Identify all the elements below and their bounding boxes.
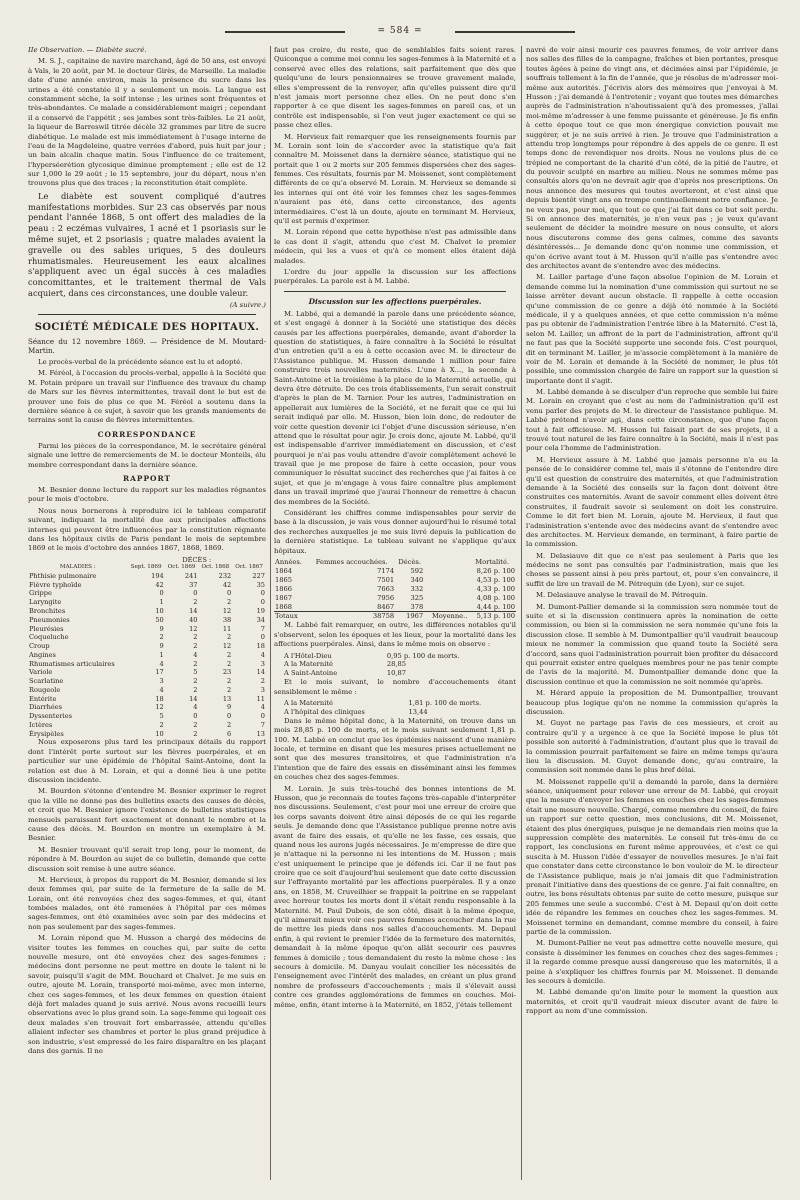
death-count: 35 [256, 580, 265, 589]
death-count: 2 [227, 685, 232, 694]
hospital-mortality: 28,85 [386, 660, 407, 669]
disease-name: Fièvre typhoïde [29, 580, 82, 589]
death-count: 4 [159, 659, 164, 668]
childbirth-stats-table [274, 558, 516, 621]
mortality-table [28, 556, 266, 739]
death-count: 23 [222, 668, 232, 677]
page-number: = 584 = [377, 26, 423, 36]
stat-header: Décès. [398, 557, 421, 566]
death-count: 3 [260, 685, 265, 694]
disease-name: Coqueluche [29, 633, 69, 642]
guyot-paragraph: M. Guyot ne partage pas l'avis de ces messieurs, et croit au contraire qu'il y a urgence à ce que la Société impose le plus tôt possible son autorité à l'administration, d'autant plus que le travail de la commission pourrait parfaitement se faire en même temps qu'aura lieu la discussion. M. Guyot demande donc, qu'au contraire, la commission soit nommée dans le plus bref délai. [526, 719, 778, 775]
table-row [28, 660, 266, 669]
table-row [28, 642, 266, 651]
lorain-continued: navré de voir ainsi mourir ces pauvres femmes, de voir arriver dans nos salles des filles de la campagne, fraîches et bien portantes, presque toutes âgées à peine de vingt ans, et décimées ainsi par l'épidémie, je souffrais tellement à la fin de l'année, que je résolus de m'adresser moi-même aux autorités. J'écrivis alors des mémoires que j'envoyai à M. Husson ; j'ai demandé à l'entretenir ; voyant que toutes mes démarches auprès de l'administration n'aboutissaient qu'à des promesses, j'allai moi-même m'adresser à une femme puissante et généreuse. Je fis enfin à cette époque tout ce que mon énergique conviction pouvait me suggérer, et je ne suis arrivé à rien. Je trouve que l'administration a attendu trop longtemps pour répondre à des appels de ce genre. Il est temps donc de revendiquer nos droits. Nous ne voulons plus de ce trépied ne comportant de la charité d'un côté, de la pitié de l'autre, et du pouvoir sculpté en marbre au milieu. Nous ne sommes même pas consultés alors qu'on ne devrait agir que d'après nos prescriptions. On nous annonce des mesures qui toutes avorteront, et c'est ainsi que depuis bientôt vingt ans on trompe continuellement notre confiance. Je ne veux pas, pour moi, que tout ce que j'ai fait dans ce but soit perdu. Si on annonce des maternités, je n'en veux pas ; je veux qu'avant seulement de décider la moindre mesure on nous consulte, et alors nous discuterons comme des gens calmes, comme des savants désintéressés... Je demande donc qu'on nomme une commission, et qu'on écrive avant tout à M. Husson qu'il n'aille pas s'entendre avec des architectes avant de s'entendre avec des médecins. [526, 46, 778, 270]
year-header: Oct. 1867 [235, 564, 263, 571]
table-row [28, 695, 266, 704]
death-count: 227 [252, 571, 265, 580]
death-count: 42 [155, 580, 164, 589]
death-count: 12 [155, 703, 164, 712]
death-count: 50 [155, 615, 164, 624]
hospital-name: A la Maternité [284, 699, 333, 707]
death-count: 4 [193, 703, 198, 712]
death-count: 37 [189, 580, 198, 589]
table-row [274, 699, 516, 708]
disease-name: Bronchites [29, 606, 66, 615]
stat-deaths: 325 [410, 593, 424, 602]
stat-header: Femmes accouchées. [315, 557, 388, 566]
et-le-paragraph: Et le mois suivant, le nombre d'accouchements étant sensiblement le même : [274, 678, 516, 696]
dumontpallier-paragraph: M. Dumont-Pallier demande si la commission sera nommée tout de suite et si la discussion continuera après la nomination de cette commission, ou bien si la commission ne sera nommée qu'une fois la discussion close. Il semble à M. Dumontpallier qu'il vaudrait beaucoup mieux ne nommer la commission que quand toute la Société sera d'accord, sans quoi l'administration pourrait bien profiter du désaccord qui pourrait exister entre quelques membres pour ne pas tenir compte de l'avis de la majorité. M. Dumontpallier demande donc que la discussion continue et que la commission ne soit nommée qu'après. [526, 602, 778, 686]
death-count: 5 [159, 712, 164, 721]
hospital-mortality: 1,81 p. 100 de morts. [408, 699, 482, 707]
correspondance-text: Parmi les pièces de la correspondance, M. le secrétaire général signale une lettre de remerciements de M. le docteur Monteils, élu membre correspondant dans la dernière séance. [28, 441, 266, 469]
death-count: 9 [227, 703, 232, 712]
disease-name: Rhumatismes articulaires [29, 659, 115, 668]
death-count: 12 [222, 606, 232, 615]
hospital-name: A Saint-Antoine [284, 669, 338, 678]
table-row [274, 603, 516, 612]
stat-births: 7663 [377, 584, 395, 593]
table-row [28, 677, 266, 686]
death-count: 2 [193, 659, 198, 668]
stat-births: 7174 [377, 566, 395, 575]
death-count: 5 [193, 668, 198, 677]
stat-mortality: 4,08 p. 100 [476, 593, 515, 602]
stat-spacer [424, 594, 468, 603]
column-3 [526, 46, 778, 1182]
totals-cell: Totaux [275, 612, 298, 621]
death-count: 4 [193, 650, 198, 659]
disease-name: Diarrhées [29, 703, 63, 712]
death-count: 14 [189, 606, 198, 615]
death-count: 9 [159, 624, 164, 633]
death-count: 19 [256, 606, 265, 615]
rapport-text: M. Besnier donne lecture du rapport sur les maladies régnantes pour le mois d'octobre. [28, 485, 266, 504]
death-count: 2 [193, 685, 198, 694]
disease-name: Ictères [29, 720, 53, 729]
table-row [28, 703, 266, 712]
death-count: 1 [159, 650, 164, 659]
death-count: 4 [260, 650, 265, 659]
death-count: 14 [189, 694, 198, 703]
fereol-paragraph: M. Féréol, à l'occasion du procès-verbal, appelle à la Société que M. Potain prépare un travail sur l'influence des travaux du champ de Mars sur les fièvres intermittentes, travail dont le but est de prouver une fois de plus ce que M. Féréol a soutenu dans la dernière séance à ce sujet, à savoir que les grands maniements de terrains sont la cause de fièvres intermittentes. [28, 369, 266, 425]
maladies-header: MALADIES : [59, 564, 96, 571]
death-count: 2 [159, 633, 164, 642]
table-row [28, 598, 266, 607]
death-count: 17 [155, 668, 164, 677]
bourdon-paragraph: M. Bourdon s'étonne d'entendre M. Besnier exprimer le regret que la ville ne donne pas des bulletins exacts des causes de décès, et croit que M. Besnier ignore l'existence de bulletins statistiques mensuels paraissant fort exactement et donnant le nombre et la cause des décès. M. Bourdon en montre un exemplaire à M. Besnier. [28, 787, 266, 843]
death-count: 0 [260, 598, 265, 607]
table-row [274, 567, 516, 576]
hervieux-remark: M. Hervieux fait remarquer que les renseignements fournis par M. Lorain sont loin de s'accorder avec la statistique qu'a fait connaître M. Moissenet dans la dernière séance, statistique qui ne portait que 1 ou 2 morts sur 205 femmes dispersées chez des sages-femmes. Ces résultats, fournis par M. Moissenet, sont complètement différents de ce qu'a observé M. Lorain. M. Hervieux se demande si les internes qui ont été voir les femmes chez les sages-femmes n'auraient pas été, dans cette circonstance, des agents intermédiaires. C'est là un doute, ajoute en terminant M. Hervieux, qu'il est permis d'exprimer. [274, 132, 516, 226]
hospital-name: A la Maternité [284, 660, 333, 669]
hotel-dieu-table [274, 652, 516, 679]
death-count: 2 [227, 633, 232, 642]
hervieux-paragraph: M. Hervieux assure à M. Labbé que jamais personne n'a eu la pensée de le considérer comme tel, mais il s'étonne de l'entendre dire qu'il est question de construire des maternités, et que l'administration demande à la Société des conseils sur la façon dont doivent être construites ces maternités. Avant de savoir comment elles doivent être construites, il faudrait savoir si seulement on doit les construire. Comme le dit fort bien M. Lorain, ajoute M. Hervieux, il faut que l'administration s'entende avec des médecins avant de s'entendre avec des architectes. M. Hervieux demande, en terminant, à faire partie de la commission. [526, 455, 778, 549]
dans-paragraph: Dans le même hôpital donc, à la Maternité, on trouve dans un mois 28,85 p. 100 de morts, et le mois suivant seulement 1,81 p. 100. M. Labbé en conclut que les épidémies naissent d'une manière locale, et termine en disant que les mesures prises actuellement ne sont que des mesures transitoires, et que l'administration n'a l'intention que de faire des essais en disséminant ainsi les femmes en couches chez des sages-femmes. [274, 716, 516, 782]
lorain-speech: M. Lorain. Je suis très-touché des bonnes intentions de M. Husson, que je reconnais de toutes façons très-capable d'interpréter nos discussions. Seulement, c'est pour moi une erreur de croire que les corps savants doivent être ainsi déposés de ce qui les regarde seuls. Je demande donc que l'Assistance publique prenne notre avis avant de faire des essais, et qu'elle ne les fasse, ces essais, que quand nous les aurons jugés nécessaires. Je m'empresse de dire que je n'attaque ni la personne ni les intentions de M. Husson ; mais c'est uniquement le principe que je défends ici. Car il ne faut pas croire que ce soit d'aujourd'hui seulement que date cette discussion sur l'effrayante mortalité par les affections puerpérales. Il y a onze ans, en 1858, M. Cruveilhier se frappait la poitrine en se rappelant avec horreur toutes les morts dont il s'était rendu responsable à la Maternité. M. Paul Dubois, de son côté, disait à la même époque, qu'il aimerait mieux voir ces pauvres femmes accoucher dans la rue de mettre les pieds dans nos salles d'accouchements. M. Depaul enfin, à qui revient le premier l'idée de la fermeture des maternités, demandait à la même époque qu'on allât secourir ces pauvres femmes à domicile ; tous demandaient du reste la même chose : les secours à domicile. M. Danyau voulait concilier les nécessités de l'enseignement avec l'intérêt des malades, en créant un plus grand nombre de professeurs d'accouchements ; mais il s'élevait aussi contre ces grandes agglomérations de femmes en couches. Moi-même, enfin, étant interne à la Maternité, en 1852, j'étais tellement [274, 784, 516, 1009]
table-row [28, 730, 266, 739]
stat-mortality: 4,53 p. 100 [476, 575, 515, 584]
death-count: 4 [260, 703, 265, 712]
death-count: 0 [260, 589, 265, 598]
besnier-paragraph: M. Besnier trouvant qu'il serait trop long, pour le moment, de répondre à M. Bourdon au sujet de ce bulletin, demande que cette discussion soit remise à une autre séance. [28, 845, 266, 873]
fait-paragraph: M. Labbé fait remarquer, en outre, les différences notables qu'il s'observent, selon les époques et les lieux, pour la mortalité dans les affections puerpérales. Ainsi, dans le même mois on observe : [274, 621, 516, 649]
seance-line: Séance du 12 novembre 1869. — Présidence de M. Moutard-Martin. [28, 336, 266, 356]
hospital-mortality: 0,95 p. 100 de morts. [386, 651, 460, 660]
table-row [28, 721, 266, 730]
death-count: 2 [260, 677, 265, 686]
year-header: Sept. 1869 [130, 564, 162, 571]
table-row [274, 708, 516, 717]
death-count: 6 [227, 729, 232, 738]
section-rule [38, 314, 256, 315]
death-count: 3 [159, 677, 164, 686]
death-count: 9 [159, 642, 164, 651]
stat-spacer [424, 567, 468, 576]
disease-name: Rougeole [29, 685, 61, 694]
table-row [274, 576, 516, 585]
disease-name: Scarlatine [29, 677, 64, 686]
death-count: 2 [193, 633, 198, 642]
death-count: 13 [222, 694, 232, 703]
table-row [28, 572, 266, 581]
column-2 [274, 46, 516, 1182]
ordre-du-jour: L'ordre du jour appelle la discussion sur les affections puerpérales. La parole est à M. Labbé. [274, 267, 516, 286]
death-count: 42 [222, 580, 232, 589]
column-divider-2 [521, 46, 522, 1180]
death-count: 2 [227, 598, 232, 607]
table-row [274, 660, 516, 669]
hospital-name: A l'Hôtel-Dieu [284, 651, 332, 660]
death-count: 7 [260, 624, 265, 633]
continued-paragraph: faut pas croire, du reste, que de semblables faits soient rares. Quiconque a comme moi connu les sages-femmes à la Maternité et a conservé avec elles des relations, sait parfaitement que dès que quelqu'une de leurs pensionnaires se trouve gravement malade, elles s'empressent de la renvoyer, afin qu'elles puissent dire qu'il n'est jamais mort personne chez elles. On ne peut donc s'en rapporter à ce que disent les sages-femmes en pareil cas, et un contrôle est indispensable, si l'on veut juger exactement ce qui se passe chez elles. [274, 46, 516, 130]
rapport-title: RAPPORT [123, 473, 171, 483]
table-row [28, 686, 266, 695]
discussion-title: Discussion sur les affections puerpérales. [308, 296, 482, 306]
lorain-reply: M. Lorain répond que cette hypothèse n'est pas admissible dans le cas dont il s'agit, attendu que c'est M. Chalvet le premier médecin, qui les a vues et qu'à ce moment elles étaient déjà malades. [274, 228, 516, 265]
proces-verbal: Le procès-verbal de la précédente séance est lu et adopté. [38, 357, 243, 366]
disease-name: Angines [29, 650, 56, 659]
hospital-mortality: 13,44 [408, 707, 428, 716]
observation-text: M. S. J., capitaine de navire marchand, âgé de 50 ans, est envoyé à Vals, le 20 août, par M. le docteur Girès, de Marseille. La maladie date d'une année environ, mais la présence du sucre dans les urines a été constatée il y a seulement un mois. La langue est constamment sèche, la soif intense ; les urines sont fréquentes et très-abondantes. Ce malade a considérablement maigri ; cependant il a conservé de l'appétit ; ses jambes sont très-faibles. Le 21 août, la liqueur de Barreswil titrée décèle 32 grammes par litre de sucre diabétique. Le malade est mis immédiatement à l'usage interne de l'eau de la Magdeleine, quatre verrées d'abord, puis huit par jour ; un bain alcalin chaque matin. Sous l'influence de ce traitement, l'hyperséerétion glycosique diminue promptement ; elle est de 12 sur 1,000 le 29 août ; le 15 septembre, jour du départ, nous n'en trouvons plus que des traces ; la reconstitution était complète. [28, 57, 266, 188]
table-row [274, 594, 516, 603]
disease-name: Dyssenteries [29, 712, 73, 721]
death-count: 2 [159, 720, 164, 729]
totals-cell: Moyenne.. [431, 612, 468, 621]
totals-cell: 1967 [406, 612, 424, 621]
death-count: 34 [256, 615, 265, 624]
table-row [28, 625, 266, 634]
death-count: 0 [227, 712, 232, 721]
stat-deaths: 340 [410, 575, 424, 584]
table-row [274, 669, 516, 678]
stat-mortality: 8,26 p. 100 [476, 566, 515, 575]
disease-name: Croup [29, 642, 50, 651]
labbe-paragraph: M. Labbé, qui a demandé la parole dans une précédente séance, et s'est engagé à donner à la Société une statistique des décès causés par les affections puerpérales, demande, avant d'aborder la question de statistiques, à faire connaître à la Société le résultat d'un entretien qu'il a eu à cette occasion avec M. le directeur de l'Assistance publique. M. Husson demande 1 million pour faire construire trois nouvelles maternités. L'une à X..., la seconde à Saint-Antoine et la troisième à la place de la Maternité actuelle, qui devra être détruite. De ces trois établissements, l'un serait construit d'après le plan de M. Tarnier. Pour les autres, l'administration en appellerait aux lumières de la Société, et ne ferait que ce qui lui serait indiqué par elle. M. Husson, bien loin donc, de redouter de voir cette question devenir ici l'objet d'une discussion sérieuse, n'en attend que le résultat pour agir. Je crois donc, ajoute M. Labbé, qu'il est indispensable d'arriver immédiatement en discussion, et c'est pourquoi je n'ai pas voulu attendre d'avoir complètement achevé le travail que je me propose de faire à cette occasion, pour vous communiquer le résultat succinct des recherches que j'ai faites à ce sujet, et que je m'engage à vous faire connaître plus amplement dans un travail imprimé que j'aurai l'honneur de remettre à chacun des membres de la Société. [274, 309, 516, 506]
death-count: 12 [189, 624, 198, 633]
totals-cell: 5,13 p. 100 [476, 612, 515, 621]
death-count: 0 [159, 589, 164, 598]
death-count: 2 [227, 650, 232, 659]
table-row [28, 668, 266, 677]
death-count: 18 [256, 642, 265, 651]
stat-header: Années. [275, 557, 302, 566]
death-count: 4 [159, 685, 164, 694]
table-row [28, 616, 266, 625]
death-count: 241 [184, 571, 198, 580]
table-row [28, 581, 266, 590]
table-row [274, 652, 516, 661]
header-rule-left [225, 31, 345, 33]
death-count: 0 [260, 712, 265, 721]
disease-name: Grippe [29, 589, 52, 598]
table-row [28, 651, 266, 660]
death-count: 18 [155, 694, 164, 703]
column-divider-1 [270, 46, 271, 1180]
page-header [0, 26, 800, 36]
disease-name: Pneumonies [29, 615, 70, 624]
death-count: 0 [227, 589, 232, 598]
table-row [28, 712, 266, 721]
table-row [28, 589, 266, 598]
observation-title: IIe Observation. — Diabète sucré. [28, 46, 147, 54]
stat-mortality: 4,33 p. 100 [476, 584, 515, 593]
disease-name: Érysipèles [29, 729, 64, 738]
after-table-paragraph: Nous exposerons plus tard les principaux détails du rapport dont l'intérêt porte surtout sur les fièvres puerpérales, et en particulier sur une épidémie de l'hôpital Saint-Antoine, dont la relation est due à M. Lorain, et qui a donné lieu à une petite discussion incidente. [28, 738, 266, 785]
death-count: 2 [193, 677, 198, 686]
delasiauve-paragraph: M. Delasiauve dit que ce n'est pas seulement à Paris que les médecins ne sont pas consultés par l'administration, mais que les choses se passent ainsi à peu près partout, et, pour s'en convaincre, il suffit de lire un travail de M. Pétrequin (de Lyon), sur ce sujet. [526, 551, 778, 588]
death-count: 3 [260, 659, 265, 668]
hervieux-paragraph: M. Hervieux, à propos du rapport de M. Besnier, demande si les deux femmes qui, par suite de la fermeture de la salle de M. Lorain, ont été renvoyées chez des sages-femmes, et qui, étant tombées malades, ont été ramenées à l'hôpital par ces mêmes sages-femmes, ont été examinées avec soin par des médecins et non pas seulement par des sages-femmes. [28, 875, 266, 931]
correspondance-title: CORRESPONDANCE [97, 429, 197, 439]
stat-deaths: 332 [410, 584, 424, 593]
column-1 [28, 46, 266, 1182]
stat-year: 1867 [275, 593, 293, 602]
stat-births: 8467 [377, 602, 395, 611]
moissenet-paragraph: M. Moissenet rappelle qu'il a demandé la parole, dans la dernière séance, uniquement pour relever une erreur de M. Labbé, qui croyait que la mesure d'envoyer les femmes en couches chez les sages-femmes était une mesure nouvelle. Chargé, comme membre du conseil, de faire un rapport sur cette question, mes conclusions, dit M. Moissenet, étaient des plus énergiques, puisque je ne demandais rien moins que la suppression complète des maternités. Le conseil fut très-ému de ce rapport, les conclusions en furent même approuvées, et c'est ce qui suscita à M. Husson l'idée d'essayer de nouvelles mesures. Je n'ai fait que constater dans cette circonstance le bon vouloir de M. le directeur de l'Assistance publique, mais je n'ai jamais dit que l'administration prenait l'initiative dans des questions de ce genre. J'ai fait connaître, en outre, les bons résultats obtenus par suite de cette mesure, puisque sur 205 femmes une seule a succombé. C'est à M. Depaul qu'on doit cette idée de répandre les femmes en couches chez les sages-femmes. M. Moissenet termine en demandant, comme membre du conseil, à faire partie de la commission. [526, 777, 778, 936]
stat-header: Mortalité. [475, 557, 510, 566]
herard-paragraph: M. Hérard appuie la proposition de M. Dumontpallier, trouvant beaucoup plus logique qu'on ne nomme la commission qu'après la discussion. [526, 689, 778, 716]
disease-name: Pleurésies [29, 624, 64, 633]
stat-spacer [424, 585, 468, 594]
stat-deaths: 378 [410, 602, 424, 611]
stat-mortality: 4,44 p. 100 [476, 602, 515, 611]
a-suivre: (A suivre.) [229, 300, 266, 309]
table-row [274, 585, 516, 594]
maternite-table [274, 699, 516, 717]
header-rule-right [455, 31, 575, 33]
death-count: 13 [256, 729, 265, 738]
disease-name: Laryngite [29, 598, 62, 607]
stat-year: 1868 [275, 602, 293, 611]
death-count: 38 [222, 615, 232, 624]
stat-deaths: 592 [410, 566, 424, 575]
deces-header: DÉCÈS : [182, 555, 212, 564]
lorain-paragraph: M. Lorain répond que M. Husson a chargé des médecins de visiter toutes les femmes en couches qui, par suite de cette nouvelle mesure, ont été envoyées chez des sages-femmes ; médecins dont personne ne peut mettre en doute le talent ni le savoir, puisqu'il s'agit de MM. Bouchard et Chalvet. Je me suis en outre, ajoute M. Lorain, transporté moi-même, avec mon interne, chez ces sages-femmes, et les deux femmes en question étaient déjà fort malades quand je suis arrivé. Nous avons recueilli leurs observations avec le plus grand soin. La sage-femme qui logeait ces deux malades s'en trouvait fort embarrassée, attendu qu'elles allaient infecter ses chambres et porter le plus grand préjudice à son industrie, s'est empressé de les faire disparaître en les plaçant dans des garnis. Il ne [28, 934, 266, 1055]
stat-births: 7501 [377, 575, 395, 584]
death-count: 2 [227, 677, 232, 686]
hospital-name: A l'hôpital des cliniques [284, 707, 365, 716]
death-count: 232 [218, 571, 232, 580]
death-count: 10 [155, 606, 164, 615]
death-count: 2 [193, 729, 198, 738]
death-count: 12 [222, 642, 232, 651]
year-header: Oct. 1868 [201, 564, 230, 571]
stat-year: 1864 [275, 566, 293, 575]
death-count: 2 [227, 720, 232, 729]
death-count: 11 [256, 694, 265, 703]
disease-name: Phthisie pulmonaire [29, 571, 97, 580]
totals-row [274, 612, 516, 621]
disease-name: Entérite [29, 694, 57, 703]
hospital-mortality: 10,87 [386, 669, 407, 678]
table-row [28, 633, 266, 642]
stat-spacer [424, 603, 468, 612]
death-count: 1 [159, 598, 164, 607]
death-count: 10 [155, 729, 164, 738]
disease-name: Variole [29, 668, 53, 677]
death-count: 0 [193, 589, 198, 598]
section-rule [284, 291, 506, 292]
stat-year: 1866 [275, 584, 293, 593]
death-count: 2 [193, 598, 198, 607]
labbe-paragraph: M. Labbé demande à se disculper d'un reproche que semble lui faire M. Lorain en croyant que c'est au nom de l'administration qu'il est venu parler des projets de M. le directeur de l'assistance publique. M. Labbé prétend n'avoir agi, dans cette circonstance, que d'une façon tout à fait officieuse. M. Husson lui faisait part de ses projets, il a trouvé tout naturel de les faire connaître à la Société, mais il n'est pas pour cela l'homme de l'administration. [526, 388, 778, 453]
year-header: Oct. 1869 [167, 564, 196, 571]
death-count: 40 [189, 615, 198, 624]
lailler-paragraph: M. Lailler partage d'une façon absolue l'opinion de M. Lorain et demande comme lui la nomination d'une commission qui surtout ne se laisse arrêter devant aucun obstacle. Il rappelle à cette occasion qu'une commission de ce genre a déjà été nommée à la Société médicale, il y a quelques années, et que cette commission n'a même pas pu obtenir de l'administration l'entrée libre à la Maternité. C'est là, selon M. Lailler, un affront de la part de l'administration, affront qu'il ne faut pas que la Société supporte une seconde fois. C'est pourquoi, dit en terminant M. Lailler, je m'associe complètement à la manière de voir de M. Lorain et demande à la Société de nommer, le plus tôt possible, une commission chargée de faire un rapport sur la question si importante dont il s'agit. [526, 273, 778, 385]
death-count: 14 [256, 668, 265, 677]
diabetes-paragraph: Le diabète est souvent compliqué d'autres manifestations morbides. Sur 23 cas observés par nous pendant l'année 1868, 5 ont offert des maladies de la peau : 2 eczémas vulvaires, 1 acné et 1 psoriasis sur le même sujet, et 2 psoriasis ; quatre malades avaient la gravelle ou des sables uriques, 5 des douleurs rhumatismales. Heureusement les eaux alcalines s'appliquent avec un égal succès à ces maladies concomittantes, et le traitement thermal de Vals acquiert, dans ces circonstances, une double valeur. [28, 190, 266, 298]
labbe-paragraph-2: M. Labbé demande qu'on limite pour le moment la question aux maternités, et croit qu'il vaudrait mieux discuter avant de faire le rapport au nom d'une commission. [526, 988, 778, 1016]
stat-spacer [424, 576, 468, 585]
death-count: 2 [227, 659, 232, 668]
death-count: 0 [260, 633, 265, 642]
delasiauve-analysis: M. Delasiauve analyse le travail de M. Pétrequin. [536, 591, 708, 600]
rapport-text-2: Nous nous bornerons à reproduire ici le tableau comparatif suivant, indiquant la mortalité due aux principales affections internes qui peuvent être influencées par la constitution régnante dans les hôpitaux civils de Paris pendant le mois de septembre 1869 et le mois d'octobre des années 1867, 1868, 1869. [28, 506, 266, 553]
death-count: 2 [193, 720, 198, 729]
death-count: 194 [151, 571, 164, 580]
stat-year: 1865 [275, 575, 293, 584]
society-title: SOCIÉTÉ MÉDICALE DES HOPITAUX. [34, 322, 260, 334]
death-count: 11 [222, 624, 232, 633]
death-count: 2 [193, 642, 198, 651]
dumont-pallier-paragraph-2: M. Dumont-Pallier ne veut pas admettre cette nouvelle mesure, qui consiste à disséminer les femmes en couches chez des sages-femmes ; il la regarde comme presque aussi dangereuse que les maternités, il a peine à s'expliquer les chiffres fournis par M. Moissenet. Il demande les secours à domicile. [526, 939, 778, 985]
death-count: 0 [193, 712, 198, 721]
totals-cell: 38758 [372, 612, 395, 621]
death-count: 7 [260, 720, 265, 729]
considerant-paragraph: Considérant les chiffres comme indispensables pour servir de base à la discussion, je vais vous donner aujourd'hui le résumé total des recherches auxquelles je me suis livré depuis la publication de la dernière statistique. Le tableau suivant ne s'applique qu'aux hôpitaux. [274, 509, 516, 555]
table-row [28, 607, 266, 616]
stat-births: 7956 [377, 593, 395, 602]
